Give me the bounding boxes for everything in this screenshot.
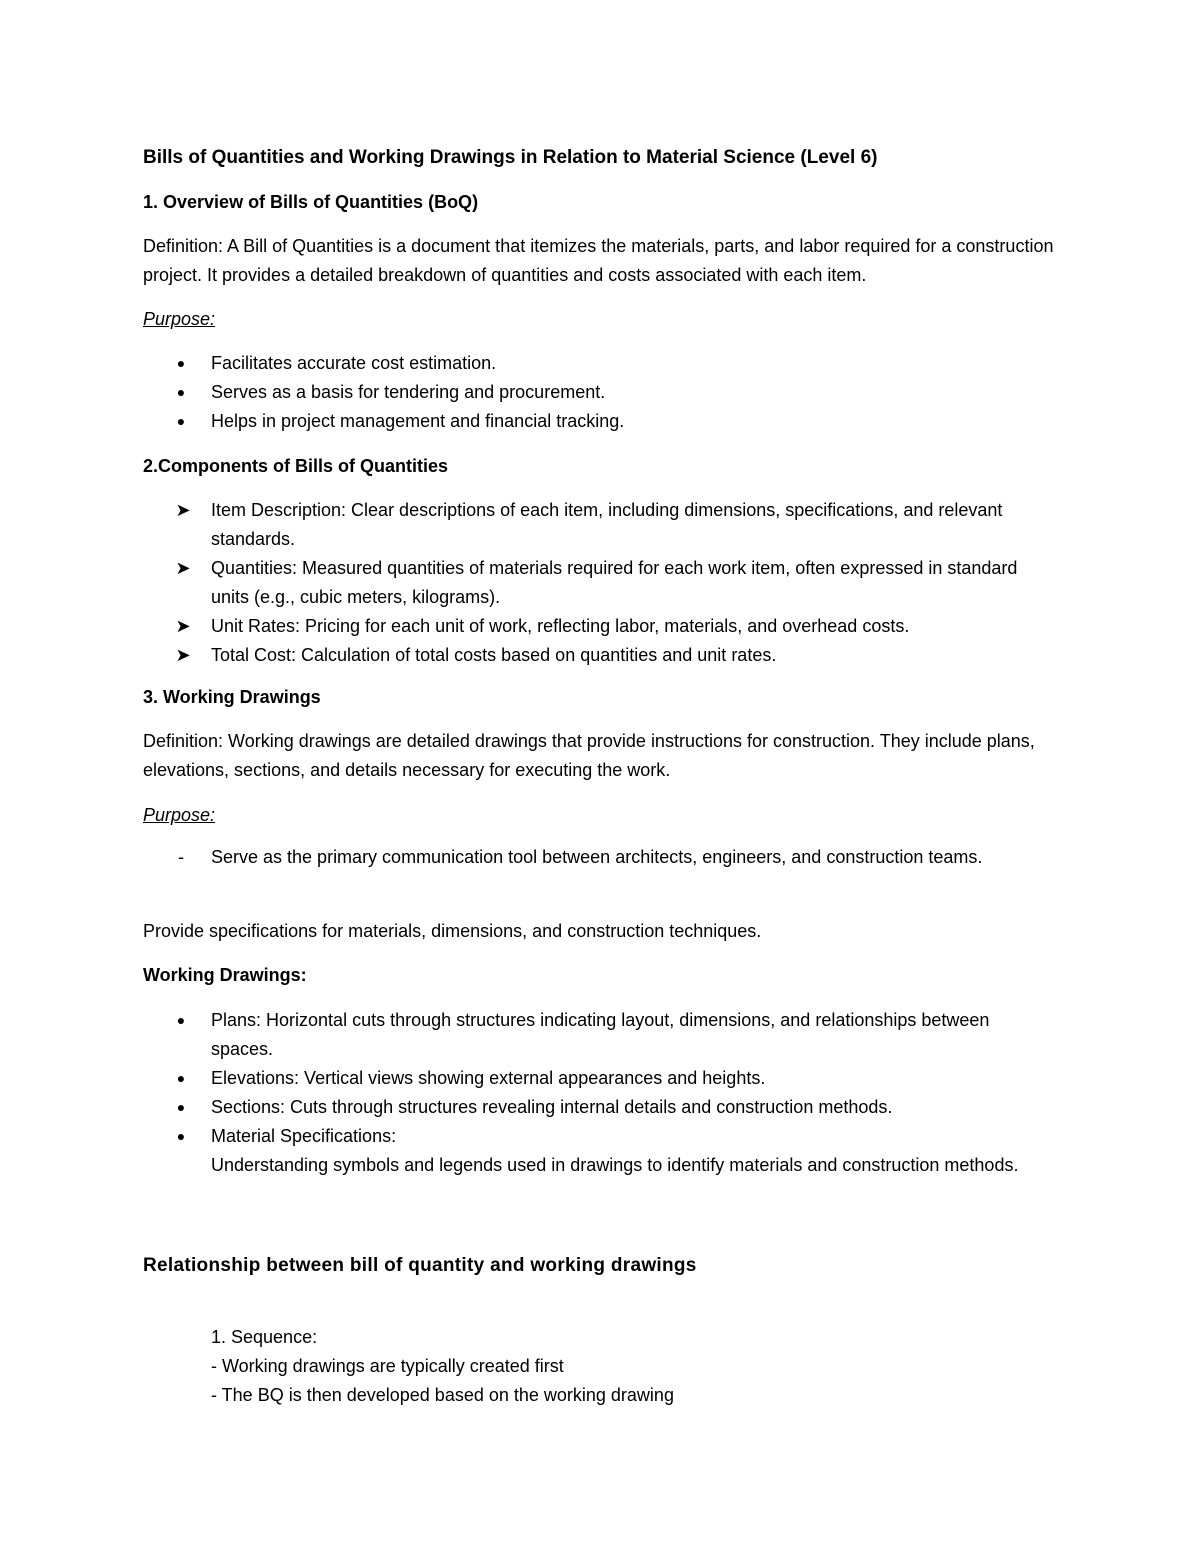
sequence-line: 1. Sequence: — [211, 1327, 318, 1347]
section-1-heading: 1. Overview of Bills of Quantities (BoQ) — [143, 192, 479, 212]
sequence-block — [211, 1323, 1011, 1410]
sequence-line: - Working drawings are typically created first — [211, 1356, 564, 1376]
arrow-bullet-icon: ➤ — [175, 616, 191, 636]
bullet-icon: ● — [176, 1128, 186, 1144]
document-title: Bills of Quantities and Working Drawings in Relation to Material Science (Level 6) — [143, 147, 878, 168]
section-3-purpose-label: Purpose: — [143, 805, 216, 825]
sequence-line: - The BQ is then developed based on the working drawing — [211, 1385, 674, 1405]
bullet-icon: ● — [176, 384, 186, 400]
list-item: ● Helps in project management and financial tracking. — [143, 407, 1043, 436]
section-2-heading: 2.Components of Bills of Quantities — [143, 456, 449, 476]
list-item: ● Sections: Cuts through structures revealing internal details and construction methods. — [143, 1093, 1043, 1122]
section-1-purpose-label: Purpose: — [143, 309, 216, 329]
bullet-icon: ● — [176, 1012, 186, 1028]
arrow-bullet-icon: ➤ — [175, 645, 191, 665]
list-item: ● Serves as a basis for tendering and procurement. — [143, 378, 1043, 407]
section-3-heading: 3. Working Drawings — [143, 687, 321, 707]
bullet-icon: ● — [176, 1070, 186, 1086]
section-1-purpose-list — [143, 349, 1043, 436]
list-item: ➤ Item Description: Clear descriptions of each item, including dimensions, specifications, and relevant standards. — [143, 496, 1043, 554]
list-item: ➤ Quantities: Measured quantities of materials required for each work item, often expressed in standard units (e.g., cubic meters, kilograms). — [143, 554, 1043, 612]
list-item: ● Material Specifications: Understanding symbols and legends used in drawings to identify materials and construction methods. — [143, 1122, 1043, 1180]
list-item: ● Facilitates accurate cost estimation. — [143, 349, 1043, 378]
list-item: - Serve as the primary communication tool between architects, engineers, and construction teams. — [143, 843, 1043, 872]
working-drawings-subheading: Working Drawings: — [143, 965, 307, 985]
section-1-definition: Definition: A Bill of Quantities is a document that itemizes the materials, parts, and labor required for a construction project. It provides a detailed breakdown of quantities and costs associated with each item. — [143, 236, 1054, 285]
list-item: ● Elevations: Vertical views showing external appearances and heights. — [143, 1064, 1043, 1093]
bullet-icon: ● — [176, 1099, 186, 1115]
section-3-provide-text: Provide specifications for materials, dimensions, and construction techniques. — [143, 921, 762, 941]
bullet-icon: ● — [176, 413, 186, 429]
relationship-heading: Relationship between bill of quantity and working drawings — [143, 1255, 697, 1276]
list-item: ➤ Total Cost: Calculation of total costs based on quantities and unit rates. — [143, 641, 1043, 670]
dash-bullet-icon: - — [178, 847, 184, 867]
section-3-purpose-list — [143, 843, 1043, 872]
list-item: ➤ Unit Rates: Pricing for each unit of work, reflecting labor, materials, and overhead costs. — [143, 612, 1043, 641]
arrow-bullet-icon: ➤ — [175, 558, 191, 578]
working-drawings-list — [143, 1006, 1043, 1180]
section-2-components-list — [143, 496, 1043, 670]
bullet-icon: ● — [176, 355, 186, 371]
arrow-bullet-icon: ➤ — [175, 500, 191, 520]
section-3-definition: Definition: Working drawings are detailed drawings that provide instructions for construction. They include plans, elevations, sections, and details necessary for executing the work. — [143, 731, 1035, 780]
list-item: ● Plans: Horizontal cuts through structures indicating layout, dimensions, and relationships between spaces. — [143, 1006, 1043, 1064]
